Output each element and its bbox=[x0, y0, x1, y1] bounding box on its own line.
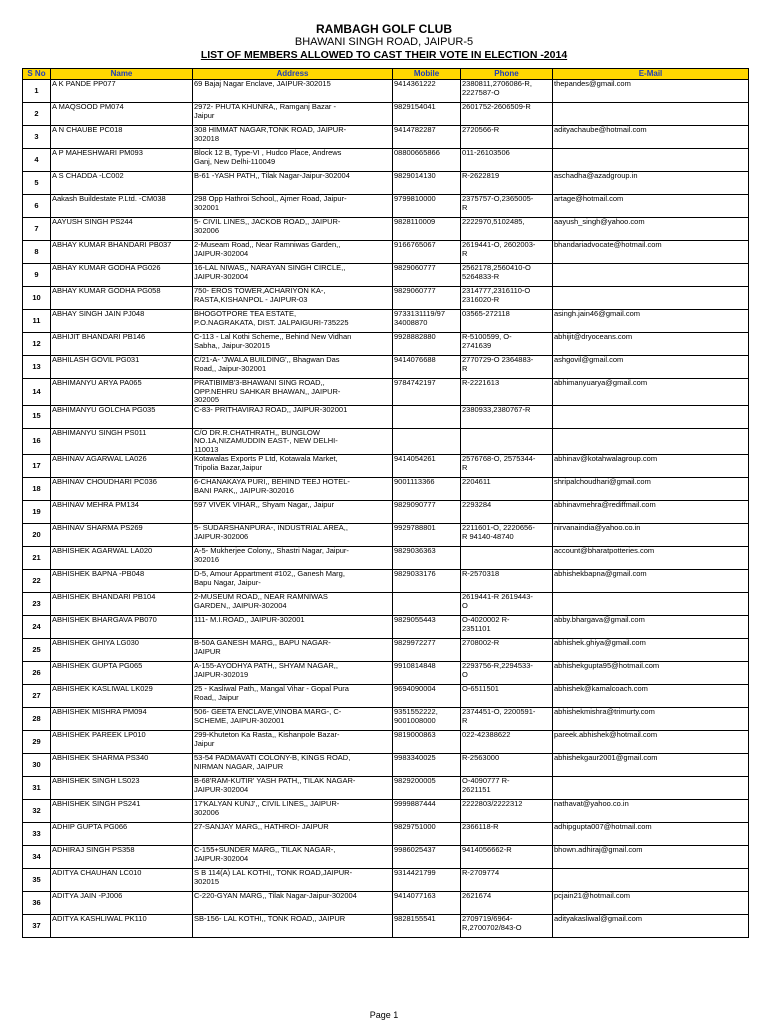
cell-phone: O-4020002 R- 2351101 bbox=[461, 616, 553, 639]
cell-mobile: 9829060777 bbox=[393, 264, 461, 287]
cell-email: abby.bhargava@gmail.com bbox=[553, 616, 749, 639]
cell-sno: 27 bbox=[23, 685, 51, 708]
table-row bbox=[23, 892, 749, 915]
table-row bbox=[23, 846, 749, 869]
cell-email: shripalchoudhari@gmail.com bbox=[553, 478, 749, 501]
cell-phone: 2619441-O, 2602003- R bbox=[461, 241, 553, 264]
cell-mobile: 9986025437 bbox=[393, 846, 461, 869]
cell-name: ABHAY KUMAR GODHA PG058 bbox=[51, 287, 193, 310]
cell-address: Block 12 B, Type-VI , Hudco Place, Andrews Ganj, New Delhi-110049 bbox=[193, 149, 393, 172]
cell-email: artage@hotmail.com bbox=[553, 195, 749, 218]
cell-address: 17'KALYAN KUNJ',, CIVIL LINES,, JAIPUR- 302006 bbox=[193, 800, 393, 823]
table-row bbox=[23, 264, 749, 287]
cell-email bbox=[553, 103, 749, 126]
table-row bbox=[23, 195, 749, 218]
cell-address: 298 Opp Hathroi School,, Ajmer Road, Jaipur- 302001 bbox=[193, 195, 393, 218]
cell-name: A N CHAUBE PC018 bbox=[51, 126, 193, 149]
cell-address: B-50A GANESH MARG,, BAPU NAGAR- JAIPUR bbox=[193, 639, 393, 662]
cell-email bbox=[553, 149, 749, 172]
cell-address: 308 HIMMAT NAGAR,TONK ROAD, JAIPUR- 302018 bbox=[193, 126, 393, 149]
cell-email: abhinav@kotahwalagroup.com bbox=[553, 455, 749, 478]
cell-address: 25 - Kasliwal Path,, Mangal Vihar - Gopal Pura Road,, Jaipur bbox=[193, 685, 393, 708]
club-address: BHAWANI SINGH ROAD, JAIPUR-5 bbox=[294, 36, 474, 48]
cell-mobile: 9829972277 bbox=[393, 639, 461, 662]
cell-phone: R-2563000 bbox=[461, 754, 553, 777]
table-row bbox=[23, 662, 749, 685]
cell-mobile: 9829090777 bbox=[393, 501, 461, 524]
cell-address: 16-LAL NIWAS,, NARAYAN SINGH CIRCLE,, JAIPUR-302004 bbox=[193, 264, 393, 287]
cell-email bbox=[553, 428, 749, 455]
table-row bbox=[23, 685, 749, 708]
cell-sno: 17 bbox=[23, 455, 51, 478]
cell-phone: 2222803/2222312 bbox=[461, 800, 553, 823]
cell-phone: 2293284 bbox=[461, 501, 553, 524]
cell-name: ABHAY SINGH JAIN PJ048 bbox=[51, 310, 193, 333]
cell-mobile: 9829751000 bbox=[393, 823, 461, 846]
cell-mobile: 9829060777 bbox=[393, 287, 461, 310]
cell-address: C-83- PRITHAVIRAJ ROAD,, JAIPUR-302001 bbox=[193, 405, 393, 428]
table-row bbox=[23, 356, 749, 379]
table-row bbox=[23, 333, 749, 356]
cell-name: ADITYA KASHLIWAL PK110 bbox=[51, 915, 193, 938]
cell-sno: 36 bbox=[23, 892, 51, 915]
cell-email: nirvanaindia@yahoo.co.in bbox=[553, 524, 749, 547]
cell-phone: 03565-272118 bbox=[461, 310, 553, 333]
cell-mobile: 9829154041 bbox=[393, 103, 461, 126]
cell-sno: 23 bbox=[23, 593, 51, 616]
table-row bbox=[23, 915, 749, 938]
cell-email: account@bharatpotteries.com bbox=[553, 547, 749, 570]
cell-email: aayush_singh@yahoo.com bbox=[553, 218, 749, 241]
cell-sno: 5 bbox=[23, 172, 51, 195]
cell-sno: 6 bbox=[23, 195, 51, 218]
cell-mobile: 9694090004 bbox=[393, 685, 461, 708]
cell-sno: 26 bbox=[23, 662, 51, 685]
list-title: LIST OF MEMBERS ALLOWED TO CAST THEIR VOTE IN ELECTION -2014 bbox=[200, 49, 568, 61]
cell-address: 5- SUDARSHANPURA-, INDUSTRIAL AREA,, JAIPUR-302006 bbox=[193, 524, 393, 547]
cell-address: C-220-GYAN MARG,, Tilak Nagar-Jaipur-302004 bbox=[193, 892, 393, 915]
cell-phone: 2770729-O 2364883- R bbox=[461, 356, 553, 379]
cell-mobile: 9733131119/97 34008870 bbox=[393, 310, 461, 333]
cell-phone: 2708002-R bbox=[461, 639, 553, 662]
cell-mobile: 9799810000 bbox=[393, 195, 461, 218]
cell-email: abhijit@dryoceans.com bbox=[553, 333, 749, 356]
cell-mobile: 9351552222, 9001008000 bbox=[393, 708, 461, 731]
table-row bbox=[23, 777, 749, 800]
cell-sno: 14 bbox=[23, 379, 51, 406]
cell-sno: 19 bbox=[23, 501, 51, 524]
cell-mobile: 9829055443 bbox=[393, 616, 461, 639]
cell-mobile bbox=[393, 428, 461, 455]
table-row bbox=[23, 823, 749, 846]
cell-name: ABHIMANYU ARYA PA065 bbox=[51, 379, 193, 406]
cell-phone bbox=[461, 547, 553, 570]
cell-name: ABHISHEK SHARMA PS340 bbox=[51, 754, 193, 777]
cell-sno: 33 bbox=[23, 823, 51, 846]
cell-address: C/O DR.R.CHATHRATH,, BUNGLOW NO.1A,NIZAMUDDIN EAST-, NEW DELHI- 110013 bbox=[193, 428, 393, 455]
cell-phone: 2293756-R,2294533- O bbox=[461, 662, 553, 685]
cell-phone: 2576768-O, 2575344- R bbox=[461, 455, 553, 478]
cell-phone: 2621674 bbox=[461, 892, 553, 915]
cell-phone: R-2570318 bbox=[461, 570, 553, 593]
cell-email bbox=[553, 593, 749, 616]
cell-name: ABHISHEK SINGH LS023 bbox=[51, 777, 193, 800]
cell-name: ABHINAV SHARMA PS269 bbox=[51, 524, 193, 547]
cell-name: ABHAY KUMAR GODHA PG026 bbox=[51, 264, 193, 287]
cell-mobile: 9784742197 bbox=[393, 379, 461, 406]
cell-mobile: 08800665866 bbox=[393, 149, 461, 172]
cell-name: ABHISHEK BHANDARI PB104 bbox=[51, 593, 193, 616]
cell-name: ABHIMANYU SINGH PS011 bbox=[51, 428, 193, 455]
cell-phone: R-2622819 bbox=[461, 172, 553, 195]
cell-name: ADHIRAJ SINGH PS358 bbox=[51, 846, 193, 869]
table-row bbox=[23, 172, 749, 195]
cell-sno: 21 bbox=[23, 547, 51, 570]
cell-phone: 2562178,2560410-O 5264833-R bbox=[461, 264, 553, 287]
table-row bbox=[23, 593, 749, 616]
cell-name: ABHIJIT BHANDARI PB146 bbox=[51, 333, 193, 356]
cell-email: bhandariadvocate@hotmail.com bbox=[553, 241, 749, 264]
cell-address: 53-54 PADMAVATI COLONY-B, KINGS ROAD, NIRMAN NAGAR, JAIPUR bbox=[193, 754, 393, 777]
cell-email: adityakasliwal@gmail.com bbox=[553, 915, 749, 938]
table-row bbox=[23, 478, 749, 501]
cell-sno: 22 bbox=[23, 570, 51, 593]
table-row bbox=[23, 103, 749, 126]
cell-phone: R-5100599, O- 2741639 bbox=[461, 333, 553, 356]
table-row bbox=[23, 405, 749, 428]
cell-phone: 2380933,2380767-R bbox=[461, 405, 553, 428]
cell-address: 6-CHANAKAYA PURI,, BEHIND TEEJ HOTEL- BANI PARK,, JAIPUR-302016 bbox=[193, 478, 393, 501]
cell-email bbox=[553, 264, 749, 287]
cell-sno: 30 bbox=[23, 754, 51, 777]
cell-name: ABHINAV AGARWAL LA026 bbox=[51, 455, 193, 478]
cell-sno: 8 bbox=[23, 241, 51, 264]
cell-name: ADITYA JAIN -PJ006 bbox=[51, 892, 193, 915]
cell-phone: 2204611 bbox=[461, 478, 553, 501]
table-row bbox=[23, 754, 749, 777]
cell-phone: 2720566-R bbox=[461, 126, 553, 149]
cell-address: Kotawalas Exports P Ltd, Kotawala Market, Tripolia Bazar,Jaipur bbox=[193, 455, 393, 478]
table-row bbox=[23, 80, 749, 103]
cell-mobile: 9414077163 bbox=[393, 892, 461, 915]
cell-name: ABHISHEK BAPNA -PB048 bbox=[51, 570, 193, 593]
cell-sno: 34 bbox=[23, 846, 51, 869]
cell-sno: 25 bbox=[23, 639, 51, 662]
cell-phone: 2709719/6964- R,2700702/843-O bbox=[461, 915, 553, 938]
cell-phone: 022-42388622 bbox=[461, 731, 553, 754]
cell-address: 2972- PHUTA KHUNRA,, Ramganj Bazar - Jaipur bbox=[193, 103, 393, 126]
cell-sno: 37 bbox=[23, 915, 51, 938]
cell-email: aschadha@azadgroup.in bbox=[553, 172, 749, 195]
column-header-mobile: Mobile bbox=[393, 69, 461, 80]
cell-name: Aakash Buildestate P.Ltd. -CM038 bbox=[51, 195, 193, 218]
cell-name: ABHAY KUMAR BHANDARI PB037 bbox=[51, 241, 193, 264]
cell-address: 750- EROS TOWER,ACHARIYON KA-, RASTA,KISHANPOL - JAIPUR-03 bbox=[193, 287, 393, 310]
cell-mobile: 9166765067 bbox=[393, 241, 461, 264]
column-header-email: E-Mail bbox=[553, 69, 749, 80]
table-row bbox=[23, 731, 749, 754]
cell-sno: 29 bbox=[23, 731, 51, 754]
cell-sno: 9 bbox=[23, 264, 51, 287]
cell-address: C-113 - Lal Kothi Scheme,, Behind New Vidhan Sabha,, Jaipur-302015 bbox=[193, 333, 393, 356]
cell-sno: 11 bbox=[23, 310, 51, 333]
cell-name: ABHISHEK BHARGAVA PB070 bbox=[51, 616, 193, 639]
cell-address: 597 VIVEK VIHAR,, Shyam Nagar,, Jaipur bbox=[193, 501, 393, 524]
cell-address: PRATIBIMB'3-BHAWANI SING ROAD,, OPP.NEHRU SAHKAR BHAWAN,, JAIPUR- 302005 bbox=[193, 379, 393, 406]
cell-phone: 2619441-R 2619443- O bbox=[461, 593, 553, 616]
cell-name: ADHIP GUPTA PG066 bbox=[51, 823, 193, 846]
cell-name: ABHISHEK MISHRA PM094 bbox=[51, 708, 193, 731]
table-row bbox=[23, 616, 749, 639]
cell-mobile: 9414054261 bbox=[393, 455, 461, 478]
cell-mobile: 9828110009 bbox=[393, 218, 461, 241]
page-number: Page 1 bbox=[369, 1010, 399, 1020]
cell-name: ABHINAV CHOUDHARI PC036 bbox=[51, 478, 193, 501]
cell-phone: 2601752-2606509-R bbox=[461, 103, 553, 126]
document-header bbox=[0, 22, 768, 62]
cell-address: 5- CIVIL LINES,, JACKOB ROAD,, JAIPUR- 302006 bbox=[193, 218, 393, 241]
cell-name: ADITYA CHAUHAN LC010 bbox=[51, 869, 193, 892]
cell-mobile: 9829033176 bbox=[393, 570, 461, 593]
table-row bbox=[23, 218, 749, 241]
cell-email: pareek.abhishek@hotmail.com bbox=[553, 731, 749, 754]
cell-phone: O-6511501 bbox=[461, 685, 553, 708]
cell-sno: 24 bbox=[23, 616, 51, 639]
table-row bbox=[23, 570, 749, 593]
cell-sno: 3 bbox=[23, 126, 51, 149]
cell-name: ABHILASH GOVIL PG031 bbox=[51, 356, 193, 379]
cell-name: A K PANDE PP077 bbox=[51, 80, 193, 103]
cell-phone: 2374451-O, 2200591- R bbox=[461, 708, 553, 731]
cell-mobile: 9828155541 bbox=[393, 915, 461, 938]
cell-mobile: 9999887444 bbox=[393, 800, 461, 823]
cell-name: A S CHADDA -LC002 bbox=[51, 172, 193, 195]
cell-mobile: 9001113366 bbox=[393, 478, 461, 501]
cell-email bbox=[553, 869, 749, 892]
table-row bbox=[23, 800, 749, 823]
cell-mobile: 9928882880 bbox=[393, 333, 461, 356]
cell-sno: 28 bbox=[23, 708, 51, 731]
cell-email: abhishekmishra@trimurty.com bbox=[553, 708, 749, 731]
cell-mobile: 9414361222 bbox=[393, 80, 461, 103]
table-row bbox=[23, 149, 749, 172]
members-body bbox=[23, 80, 749, 938]
cell-sno: 16 bbox=[23, 428, 51, 455]
cell-phone: O-4090777 R- 2621151 bbox=[461, 777, 553, 800]
table-row bbox=[23, 379, 749, 406]
cell-sno: 18 bbox=[23, 478, 51, 501]
cell-email: thepandes@gmail.com bbox=[553, 80, 749, 103]
cell-mobile bbox=[393, 405, 461, 428]
cell-email: abhishek@kamalcoach.com bbox=[553, 685, 749, 708]
cell-email: abhinavmehra@rediffmail.com bbox=[553, 501, 749, 524]
cell-address: BHOGOTPORE TEA ESTATE, P.O.NAGRAKATA, DIST. JALPAIGURI-735225 bbox=[193, 310, 393, 333]
cell-phone: 2366118-R bbox=[461, 823, 553, 846]
cell-phone: 2211601-O, 2220656- R 94140-48740 bbox=[461, 524, 553, 547]
cell-name: ABHISHEK SINGH PS241 bbox=[51, 800, 193, 823]
cell-sno: 12 bbox=[23, 333, 51, 356]
cell-name: ABHISHEK PAREEK LP010 bbox=[51, 731, 193, 754]
table-row bbox=[23, 639, 749, 662]
cell-phone: R-2709774 bbox=[461, 869, 553, 892]
cell-email bbox=[553, 287, 749, 310]
cell-sno: 13 bbox=[23, 356, 51, 379]
cell-address: 69 Bajaj Nagar Enclave, JAIPUR-302015 bbox=[193, 80, 393, 103]
cell-phone: R-2221613 bbox=[461, 379, 553, 406]
cell-phone bbox=[461, 428, 553, 455]
cell-sno: 31 bbox=[23, 777, 51, 800]
column-header-name: Name bbox=[51, 69, 193, 80]
cell-address: 111- M.I.ROAD,, JAIPUR-302001 bbox=[193, 616, 393, 639]
cell-address: D-5, Amour Appartment #102,, Ganesh Marg, Bapu Nagar, Jaipur- bbox=[193, 570, 393, 593]
cell-phone: 2375757-O,2365005- R bbox=[461, 195, 553, 218]
cell-name: ABHISHEK GHIYA LG030 bbox=[51, 639, 193, 662]
cell-address: 2-MUSEUM ROAD,, NEAR RAMNIWAS GARDEN,, JAIPUR-302004 bbox=[193, 593, 393, 616]
cell-email: adityachaube@hotmail.com bbox=[553, 126, 749, 149]
cell-address: 27-SANJAY MARG,, HATHROI- JAIPUR bbox=[193, 823, 393, 846]
cell-address: C/21-A- 'JWALA BUILDING',, Bhagwan Das Road,, Jaipur-302001 bbox=[193, 356, 393, 379]
cell-name: ABHISHEK GUPTA PG065 bbox=[51, 662, 193, 685]
cell-email bbox=[553, 777, 749, 800]
cell-phone: 2314777,2316110-O 2316020-R bbox=[461, 287, 553, 310]
cell-name: A P MAHESHWARI PM093 bbox=[51, 149, 193, 172]
cell-name: ABHINAV MEHRA PM134 bbox=[51, 501, 193, 524]
cell-address: B-61 -YASH PATH,, Tilak Nagar-Jaipur-302004 bbox=[193, 172, 393, 195]
cell-mobile: 9929788801 bbox=[393, 524, 461, 547]
cell-address: S B 114(A) LAL KOTHI,, TONK ROAD,JAIPUR- 302015 bbox=[193, 869, 393, 892]
cell-email: abhishekgupta95@hotmail.com bbox=[553, 662, 749, 685]
cell-mobile: 9414076688 bbox=[393, 356, 461, 379]
table-row bbox=[23, 287, 749, 310]
cell-sno: 7 bbox=[23, 218, 51, 241]
cell-phone: 2380811,2706086-R, 2227587-O bbox=[461, 80, 553, 103]
cell-sno: 4 bbox=[23, 149, 51, 172]
club-name: RAMBAGH GOLF CLUB bbox=[316, 22, 452, 36]
cell-address: B-68'RAM-KUTIR' YASH PATH,, TILAK NAGAR- JAIPUR-302004 bbox=[193, 777, 393, 800]
cell-address: A-5- Mukherjee Colony,, Shastri Nagar, Jaipur- 302016 bbox=[193, 547, 393, 570]
cell-email: nathavat@yahoo.co.in bbox=[553, 800, 749, 823]
cell-email bbox=[553, 405, 749, 428]
table-row bbox=[23, 428, 749, 455]
table-row bbox=[23, 708, 749, 731]
cell-name: ABHIMANYU GOLCHA PG035 bbox=[51, 405, 193, 428]
table-row bbox=[23, 501, 749, 524]
cell-sno: 2 bbox=[23, 103, 51, 126]
cell-address: 299-Khuteton Ka Rasta,, Kishanpole Bazar- Jaipur bbox=[193, 731, 393, 754]
table-row bbox=[23, 241, 749, 264]
cell-mobile: 9983340025 bbox=[393, 754, 461, 777]
cell-email: abhimanyuarya@gmail.com bbox=[553, 379, 749, 406]
table-row bbox=[23, 126, 749, 149]
cell-address: 2-Museam Road,, Near Ramniwas Garden,, JAIPUR-302004 bbox=[193, 241, 393, 264]
members-table bbox=[22, 68, 749, 938]
cell-address: SB-156- LAL KOTHI,, TONK ROAD,, JAIPUR bbox=[193, 915, 393, 938]
cell-address: A-155-AYODHYA PATH,, SHYAM NAGAR,, JAIPUR-302019 bbox=[193, 662, 393, 685]
cell-phone: 011-26103506 bbox=[461, 149, 553, 172]
column-header-address: Address bbox=[193, 69, 393, 80]
cell-mobile: 9819000863 bbox=[393, 731, 461, 754]
column-header-phone: Phone bbox=[461, 69, 553, 80]
cell-mobile: 9910814848 bbox=[393, 662, 461, 685]
cell-email: abhishekbapna@gmail.com bbox=[553, 570, 749, 593]
table-row bbox=[23, 869, 749, 892]
cell-sno: 10 bbox=[23, 287, 51, 310]
cell-email: bhown.adhiraj@gmail.com bbox=[553, 846, 749, 869]
cell-email: pcjain21@hotmail.com bbox=[553, 892, 749, 915]
cell-sno: 32 bbox=[23, 800, 51, 823]
cell-name: ABHISHEK KASLIWAL LK029 bbox=[51, 685, 193, 708]
table-row bbox=[23, 547, 749, 570]
cell-sno: 1 bbox=[23, 80, 51, 103]
cell-address: 506- GEETA ENCLAVE,VINOBA MARG-, C- SCHEME, JAIPUR-302001 bbox=[193, 708, 393, 731]
cell-name: AAYUSH SINGH PS244 bbox=[51, 218, 193, 241]
column-header-sno: S No bbox=[23, 69, 51, 80]
cell-phone: 9414056662-R bbox=[461, 846, 553, 869]
cell-email: asingh.jain46@gmail.com bbox=[553, 310, 749, 333]
cell-address: C-155+SUNDER MARG,, TILAK NAGAR-, JAIPUR-302004 bbox=[193, 846, 393, 869]
cell-email: adhipgupta007@hotmail.com bbox=[553, 823, 749, 846]
cell-phone: 2222970,5102485, bbox=[461, 218, 553, 241]
table-row bbox=[23, 310, 749, 333]
cell-mobile: 9829014130 bbox=[393, 172, 461, 195]
cell-mobile: 9829036363 bbox=[393, 547, 461, 570]
cell-sno: 20 bbox=[23, 524, 51, 547]
table-row bbox=[23, 524, 749, 547]
table-row bbox=[23, 455, 749, 478]
cell-mobile: 9414782287 bbox=[393, 126, 461, 149]
cell-sno: 15 bbox=[23, 405, 51, 428]
cell-mobile: 9314421799 bbox=[393, 869, 461, 892]
cell-email: abhishekgaur2001@gmail.com bbox=[553, 754, 749, 777]
cell-name: ABHISHEK AGARWAL LA020 bbox=[51, 547, 193, 570]
table-header-row bbox=[23, 69, 749, 80]
cell-mobile bbox=[393, 593, 461, 616]
cell-sno: 35 bbox=[23, 869, 51, 892]
cell-name: A MAQSOOD PM074 bbox=[51, 103, 193, 126]
cell-mobile: 9829200005 bbox=[393, 777, 461, 800]
cell-email: abhishek.ghiya@gmail.com bbox=[553, 639, 749, 662]
cell-email: ashgovil@gmail.com bbox=[553, 356, 749, 379]
